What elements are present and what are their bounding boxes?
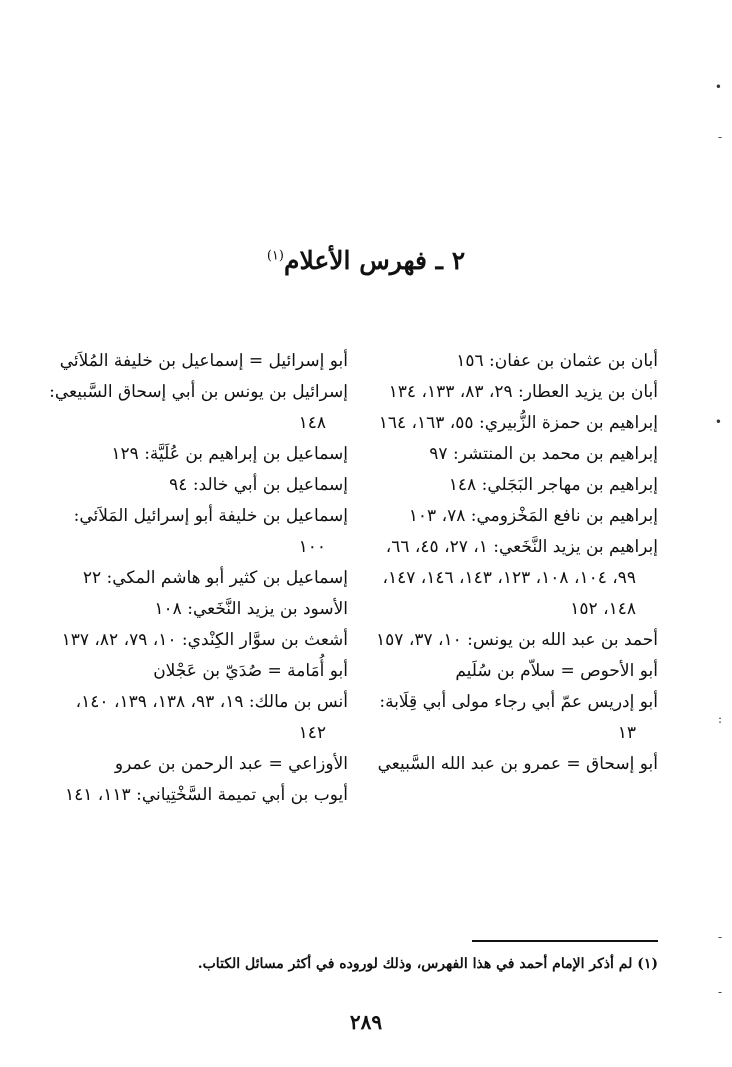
index-entry: إسماعيل بن أبي خالد: ٩٤ xyxy=(169,475,348,495)
index-title xyxy=(0,246,732,275)
index-entry: إبراهيم بن يزيد النَّخَعي: ١، ٢٧، ٤٥، ٦٦، ٩٩، ١٠٤، ١٠٨، ١٢٣، ١٤٣، ١٤٦، ١٤٧، ١٤٨، ١٥٢ xyxy=(382,537,658,619)
index-entry: أبان بن عثمان بن عفان: ١٥٦ xyxy=(456,351,658,371)
index-entry: أبو إسحاق = عمرو بن عبد الله السَّبيعي xyxy=(377,754,658,774)
index-entry: إسماعيل بن إبراهيم بن عُلَيَّة: ١٢٩ xyxy=(111,444,348,464)
left-column xyxy=(46,346,348,811)
index-entry: أبان بن يزيد العطار: ٢٩، ٨٣، ١٣٣، ١٣٤ xyxy=(388,382,658,402)
index-entry: إسماعيل بن خليفة أبو إسرائيل المَلاَئي: ١٠٠ xyxy=(73,506,348,557)
footnote-ref: (١) xyxy=(266,248,284,264)
index-entry: إبراهيم بن حمزة الزُّبيري: ٥٥، ١٦٣، ١٦٤ xyxy=(378,413,658,433)
index-entry: أنس بن مالك: ١٩، ٩٣، ١٣٨، ١٣٩، ١٤٠، ١٤٢ xyxy=(75,692,348,743)
margin-mark: - xyxy=(717,985,722,999)
right-column xyxy=(358,346,658,780)
index-entry: إسرائيل بن يونس بن أبي إسحاق السَّبيعي: ١٤٨ xyxy=(49,382,348,433)
index-entry: أبو الأحوص = سلاّم بن سُلَيم xyxy=(455,661,658,681)
index-title-text: ٢ ـ فهرس الأعلام xyxy=(283,246,466,275)
index-entry: أبو إدريس عمّ أبي رجاء مولى أبي قِلَابة: ١٣ xyxy=(379,692,658,743)
index-entry: أبو إسرائيل = إسماعيل بن خليفة المُلاَئي xyxy=(59,351,348,371)
index-entry: إبراهيم بن مهاجر البَجَلي: ١٤٨ xyxy=(448,475,658,495)
index-entry: الأسود بن يزيد النَّخَعي: ١٠٨ xyxy=(154,599,348,619)
index-entry: إبراهيم بن محمد بن المنتشر: ٩٧ xyxy=(429,444,658,464)
margin-mark: • xyxy=(714,80,722,94)
index-entry: إسماعيل بن كثير أبو هاشم المكي: ٢٢ xyxy=(82,568,348,588)
margin-mark: : xyxy=(717,712,722,726)
index-entry: أبو أُمَامة = صُدَيّ بن عَجْلان xyxy=(153,661,348,681)
footnote: (١) لم أذكر الإمام أحمد في هذا الفهرس، وذلك لوروده في أكثر مسائل الكتاب. xyxy=(197,956,658,972)
index-entry: إبراهيم بن نافع المَخْزومي: ٧٨، ١٠٣ xyxy=(408,506,658,526)
margin-mark: - xyxy=(717,930,722,944)
index-entry: الأوزاعي = عبد الرحمن بن عمرو xyxy=(114,754,348,774)
page-number: ٢٨٩ xyxy=(349,1010,383,1034)
margin-mark: • xyxy=(714,415,722,429)
footnote-divider xyxy=(472,940,658,942)
index-entry: أحمد بن عبد الله بن يونس: ١٠، ٣٧، ١٥٧ xyxy=(376,630,658,650)
index-entry: أشعث بن سوَّار الكِنْدي: ١٠، ٧٩، ٨٢، ١٣٧ xyxy=(61,630,348,650)
margin-mark: - xyxy=(717,130,722,144)
index-entry: أيوب بن أبي تميمة السَّخْتِياني: ١١٣، ١٤١ xyxy=(64,785,348,805)
